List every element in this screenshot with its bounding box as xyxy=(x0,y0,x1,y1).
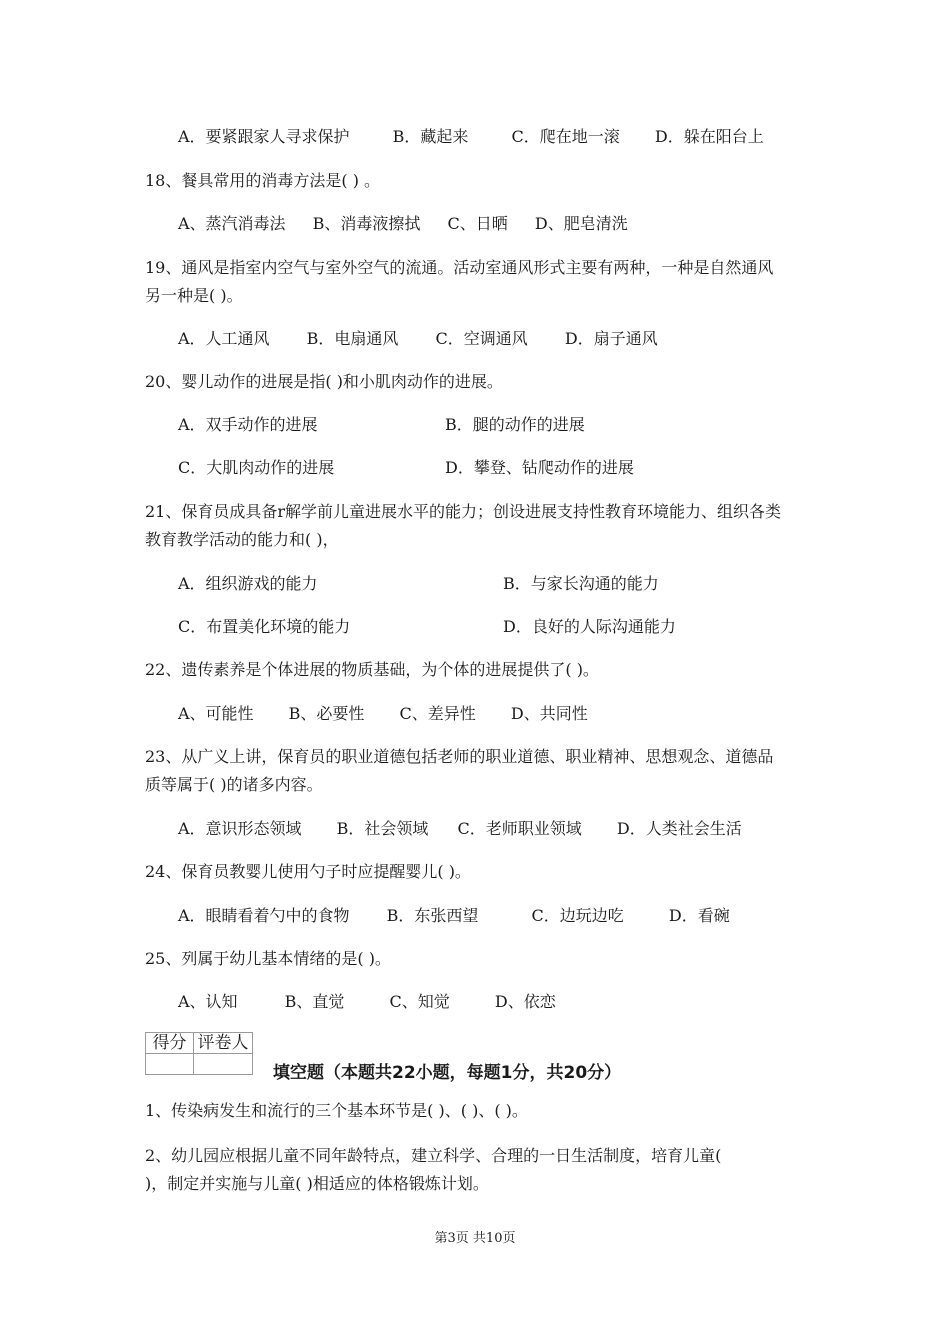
q19-text-line1: 19、通风是指室内空气与室外空气的流通。活动室通风形式主要有两种，一种是自然通风 xyxy=(145,258,774,277)
q20-text: 20、婴儿动作的进展是指( )和小肌肉动作的进展。 xyxy=(145,372,503,391)
score-label: 得分 xyxy=(146,1033,194,1054)
q22-option-d: D、共同性 xyxy=(510,704,588,723)
q25-option-c: C、知觉 xyxy=(389,992,450,1011)
q23-options xyxy=(178,818,770,840)
q22-option-b: B、必要性 xyxy=(288,704,365,723)
q19-option-a: A．人工通风 xyxy=(178,329,270,348)
q24-options xyxy=(178,905,758,927)
q25-options xyxy=(178,991,584,1013)
fill2-text-line2: )，制定并实施与儿童( )相适应的体格锻炼计划。 xyxy=(145,1174,489,1193)
q23-text-line1: 23、从广义上讲，保育员的职业道德包括老师的职业道德、职业精神、思想观念、道德品 xyxy=(145,747,774,766)
q24-option-c: C．边玩边吃 xyxy=(531,906,624,925)
q22-option-a: A、可能性 xyxy=(178,704,254,723)
q18-option-b: B、消毒液擦拭 xyxy=(312,214,421,233)
q17-option-b: B．藏起来 xyxy=(392,127,469,146)
q25-option-a: A、认知 xyxy=(178,992,238,1011)
q17-options xyxy=(178,126,792,148)
q22-option-c: C、差异性 xyxy=(399,704,476,723)
q21-option-b: B．与家长沟通的能力 xyxy=(503,574,659,593)
q20-option-a: A．双手动作的进展 xyxy=(178,415,318,434)
q24-option-d: D．看碗 xyxy=(668,906,730,925)
q23-option-a: A．意识形态领域 xyxy=(178,819,302,838)
grader-label: 评卷人 xyxy=(194,1033,253,1054)
score-cell[interactable] xyxy=(146,1054,194,1075)
q17-option-c: C．爬在地一滚 xyxy=(511,127,620,146)
q20-option-c: C．大肌肉动作的进展 xyxy=(178,458,335,477)
q17-option-a: A．要紧跟家人寻求保护 xyxy=(178,127,350,146)
fill2-text-line1: 2、幼儿园应根据儿童不同年龄特点，建立科学、合理的一日生活制度，培育儿童( xyxy=(145,1146,722,1165)
q17-option-d: D．躲在阳台上 xyxy=(654,127,764,146)
section-title: 填空题（本题共22小题，每题1分，共20分） xyxy=(273,1063,622,1083)
q18-text: 18、餐具常用的消毒方法是( ) 。 xyxy=(145,171,381,190)
q19-option-b: B．电扇通风 xyxy=(306,329,399,348)
q19-options xyxy=(178,328,686,350)
q18-option-a: A、蒸汽消毒法 xyxy=(178,214,286,233)
q23-option-c: C．老师职业领域 xyxy=(457,819,582,838)
q24-option-b: B．东张西望 xyxy=(386,906,479,925)
q20-option-d: D．攀登、钻爬动作的进展 xyxy=(445,458,634,477)
q20-option-b: B．腿的动作的进展 xyxy=(445,415,585,434)
q21-text-line1: 21、保育员成具备r解学前儿童进展水平的能力；创设进展支持性教育环境能力、组织各类 xyxy=(145,502,782,521)
q25-text: 25、列属于幼儿基本情绪的是( )。 xyxy=(145,949,391,968)
q21-option-a: A．组织游戏的能力 xyxy=(178,574,318,593)
q21-option-c: C．布置美化环境的能力 xyxy=(178,617,351,636)
q25-option-d: D、依恋 xyxy=(494,992,556,1011)
q21-text-line2: 教育教学活动的能力和( )， xyxy=(145,530,339,549)
q25-option-b: B、直觉 xyxy=(284,992,345,1011)
q23-option-b: B．社会领域 xyxy=(336,819,429,838)
q22-text: 22、遗传素养是个体进展的物质基础，为个体的进展提供了( )。 xyxy=(145,660,599,679)
score-table xyxy=(145,1032,253,1075)
q19-option-c: C．空调通风 xyxy=(435,329,528,348)
q23-option-d: D．人类社会生活 xyxy=(616,819,742,838)
q18-option-c: C、日晒 xyxy=(447,214,508,233)
q23-text-line2: 质等属于( )的诸多内容。 xyxy=(145,775,323,794)
q19-text-line2: 另一种是( )。 xyxy=(145,286,243,305)
grader-cell[interactable] xyxy=(194,1054,253,1075)
q21-option-d: D．良好的人际沟通能力 xyxy=(503,617,676,636)
page-footer: 第3页 共10页 xyxy=(434,1231,516,1246)
fill1-text: 1、传染病发生和流行的三个基本环节是( )、( )、( )。 xyxy=(145,1101,528,1120)
q18-options xyxy=(178,213,656,235)
q22-options xyxy=(178,703,616,725)
q24-text: 24、保育员教婴儿使用勺子时应提醒婴儿( )。 xyxy=(145,862,471,881)
q18-option-d: D、肥皂清洗 xyxy=(534,214,628,233)
q19-option-d: D．扇子通风 xyxy=(564,329,658,348)
q24-option-a: A．眼睛看着勺中的食物 xyxy=(178,906,350,925)
